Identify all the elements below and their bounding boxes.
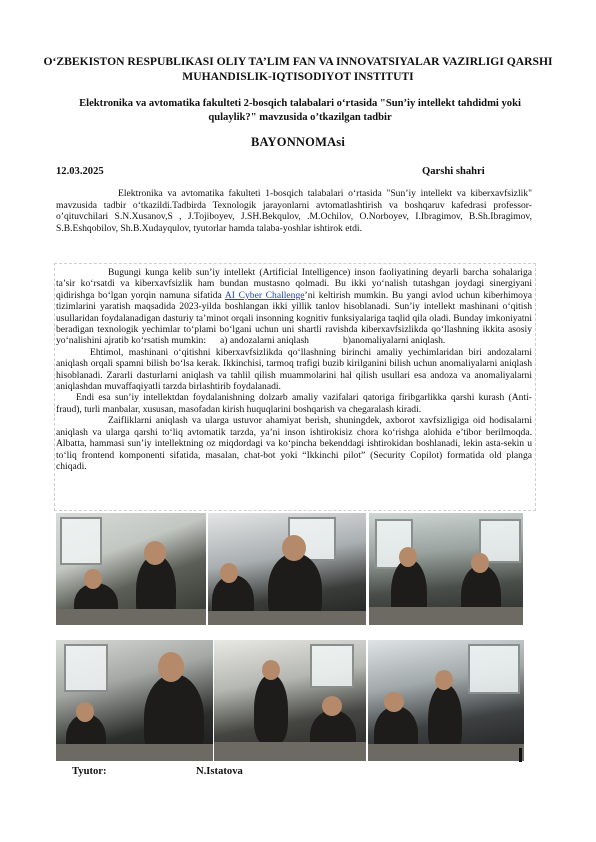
- student-head: [76, 702, 94, 722]
- option-a: a) andozalarni aniqlash: [220, 335, 309, 347]
- desk-shape: [369, 607, 523, 625]
- window-shape: [310, 644, 354, 688]
- event-photo-5: [214, 640, 366, 761]
- article-paragraph-2: Ehtimol, mashinani o‘qitishni kiberxavfsizlikda qo‘llashning birinchi amaliy yechimlaridan biri andozalarni aniqlash orqali spamni bilish bo‘lsa kerak. Ikkinchisi, tarmoq trafigi buzib kirilganini bilish uchun anomaliyalarni aniqlash hisoblanadi. Zararli dasturlarni aniqlash va tahlil qilish muammolarini hal qilish usullari esa andoza va anomaliyalarni aniqlashdan muvaffaqiyatli tarzda birlashtirib foydalanadi.: [56, 346, 532, 393]
- paragraph-text: ’ni keltirish mumkin. Bu yangi avlod uchun kiberhimoya tizimlarini yaratish maqsadida 2023-yilda boshlangan ikki yillik tanlov hisoblanadi. Sun’iy intellekt mashinani o‘qitish usullaridan foydalanadigan dasturiy ta’minot orqali insonning kognitiv funksiyalariga taqlid qila oladi. Bunday imkoniyatni beradigan texnologik yechimlar to‘plami bo‘lgani uchun uni shartli ravishda kiberxavfsizlikda qo‘llashning ikkita asosiy yo‘nalishini ajratib ko‘rsatish mumkin:: [56, 289, 533, 347]
- option-b: b)anomaliyalarni aniqlash.: [342, 335, 446, 347]
- desk-shape: [214, 742, 366, 761]
- window-shape: [468, 644, 520, 694]
- ai-cyber-challenge-link[interactable]: AI Cyber Challenge: [224, 289, 305, 301]
- student-head: [220, 563, 238, 583]
- event-photo-3: [369, 513, 523, 625]
- intro-paragraph: Elektronika va avtomatika fakulteti 1-bosqich talabalari o‘rtasida "Sun’iy intellekt va kiberxavfsizlik" mavzusida tadbir o‘tkazildi.Tadbirda Texnologik jarayonlarni avtomatlashtirish va boshqaruv kafedrasi professor-o’qituvchilari S.N.Xusanov,S , J.Tojiboyev, J.SH.Bekqulov, .M.Ochilov, O.Norboyev, I.Ibragimov, B.Sh.Ibragimov, S.B.Eshqobilov, Sh.B.Xudayqulov, tyutorlar hamda talaba-yoshlar ishtirok etdi.: [56, 188, 532, 234]
- student-head: [384, 692, 404, 712]
- speaker-head: [158, 652, 184, 682]
- tutor-label: Tyutor:: [72, 766, 107, 777]
- speaker-head: [282, 535, 306, 561]
- student-head: [322, 696, 342, 716]
- tutor-name: N.Istatova: [196, 766, 243, 777]
- event-photo-4: [56, 640, 213, 761]
- document-city: Qarshi shahri: [422, 166, 485, 177]
- desk-shape: [56, 744, 213, 761]
- event-photo-1: [56, 513, 206, 625]
- desk-shape: [56, 609, 206, 625]
- student-head: [399, 547, 417, 567]
- event-subtitle: Elektronika va avtomatika fakulteti 2-bosqich talabalari o‘rtasida "Sun’iy intellekt tahdidmi yoki qulaylik?" mavzusida o’tkazilgan tadbir: [79, 98, 521, 123]
- article-paragraph-3: Endi esa sun’iy intellektdan foydalanishning dolzarb amaliy vazifalari qatoriga firibgarlikka qarshi kurash (Anti-fraud), turli manbalar, xususan, masofadan kirish huquqlarini boshqarish va chegaralash kiradi.: [56, 392, 532, 415]
- document-title: BAYONNOMAsi: [250, 135, 346, 149]
- student-head: [144, 541, 166, 565]
- event-photo-6: [368, 640, 524, 761]
- window-shape: [64, 644, 108, 692]
- ministry-heading: O‘ZBEKISTON RESPUBLIKASI OLIY TA’LIM FAN VA INNOVATSIYALAR VAZIRLIGI QARSHI MUHANDISLIK-IQTISODIYOT INSTITUTI: [43, 55, 553, 83]
- event-photo-2: [208, 513, 366, 625]
- document-date: 12.03.2025: [56, 166, 104, 177]
- student-head: [84, 569, 102, 589]
- article-paragraph-1: [56, 267, 532, 347]
- desk-shape: [368, 744, 524, 761]
- speaker-head: [435, 670, 453, 690]
- speaker-head: [262, 660, 280, 680]
- desk-shape: [208, 611, 366, 625]
- paragraph-text: Bugungi kunga kelib sun’iy intellekt (Artificial Intelligence) inson faoliyatining deyarli barcha sohalariga ta’sir ko‘rsatdi va kiberxavfsizlik ham bundan mustasno qolmadi. Bu ikki yo‘nalish tutashgan joydagi sinergiyani qidirishga bo‘lgan yorqin namuna sifatida: [56, 267, 532, 301]
- margin-marker: [519, 748, 522, 762]
- article-body: [56, 267, 532, 472]
- window-shape: [60, 517, 102, 565]
- speaker-silhouette: [254, 674, 288, 744]
- student-head: [471, 553, 489, 573]
- article-paragraph-4: Zaifliklarni aniqlash va ularga ustuvor ahamiyat berish, shuningdek, axborot xavfsizligiga oid hodisalarni aniqlash va ularga qarshi to‘liq avtomatik tarzda, ya’ni inson ishtirokisiz chora ko‘rishga alohida e’tibor berilmoqda. Albatta, hammasi sun’iy intellektning oz miqdordagi va ko‘pincha bekenddagi ishtirokidan boshlanadi, lekin asta-sekin u to‘liq frontend komponenti sifatida, masalan, chat-bot yoki “Ikkinchi pilot” (Security Copilot) formatida old planga chiqadi.: [56, 415, 532, 472]
